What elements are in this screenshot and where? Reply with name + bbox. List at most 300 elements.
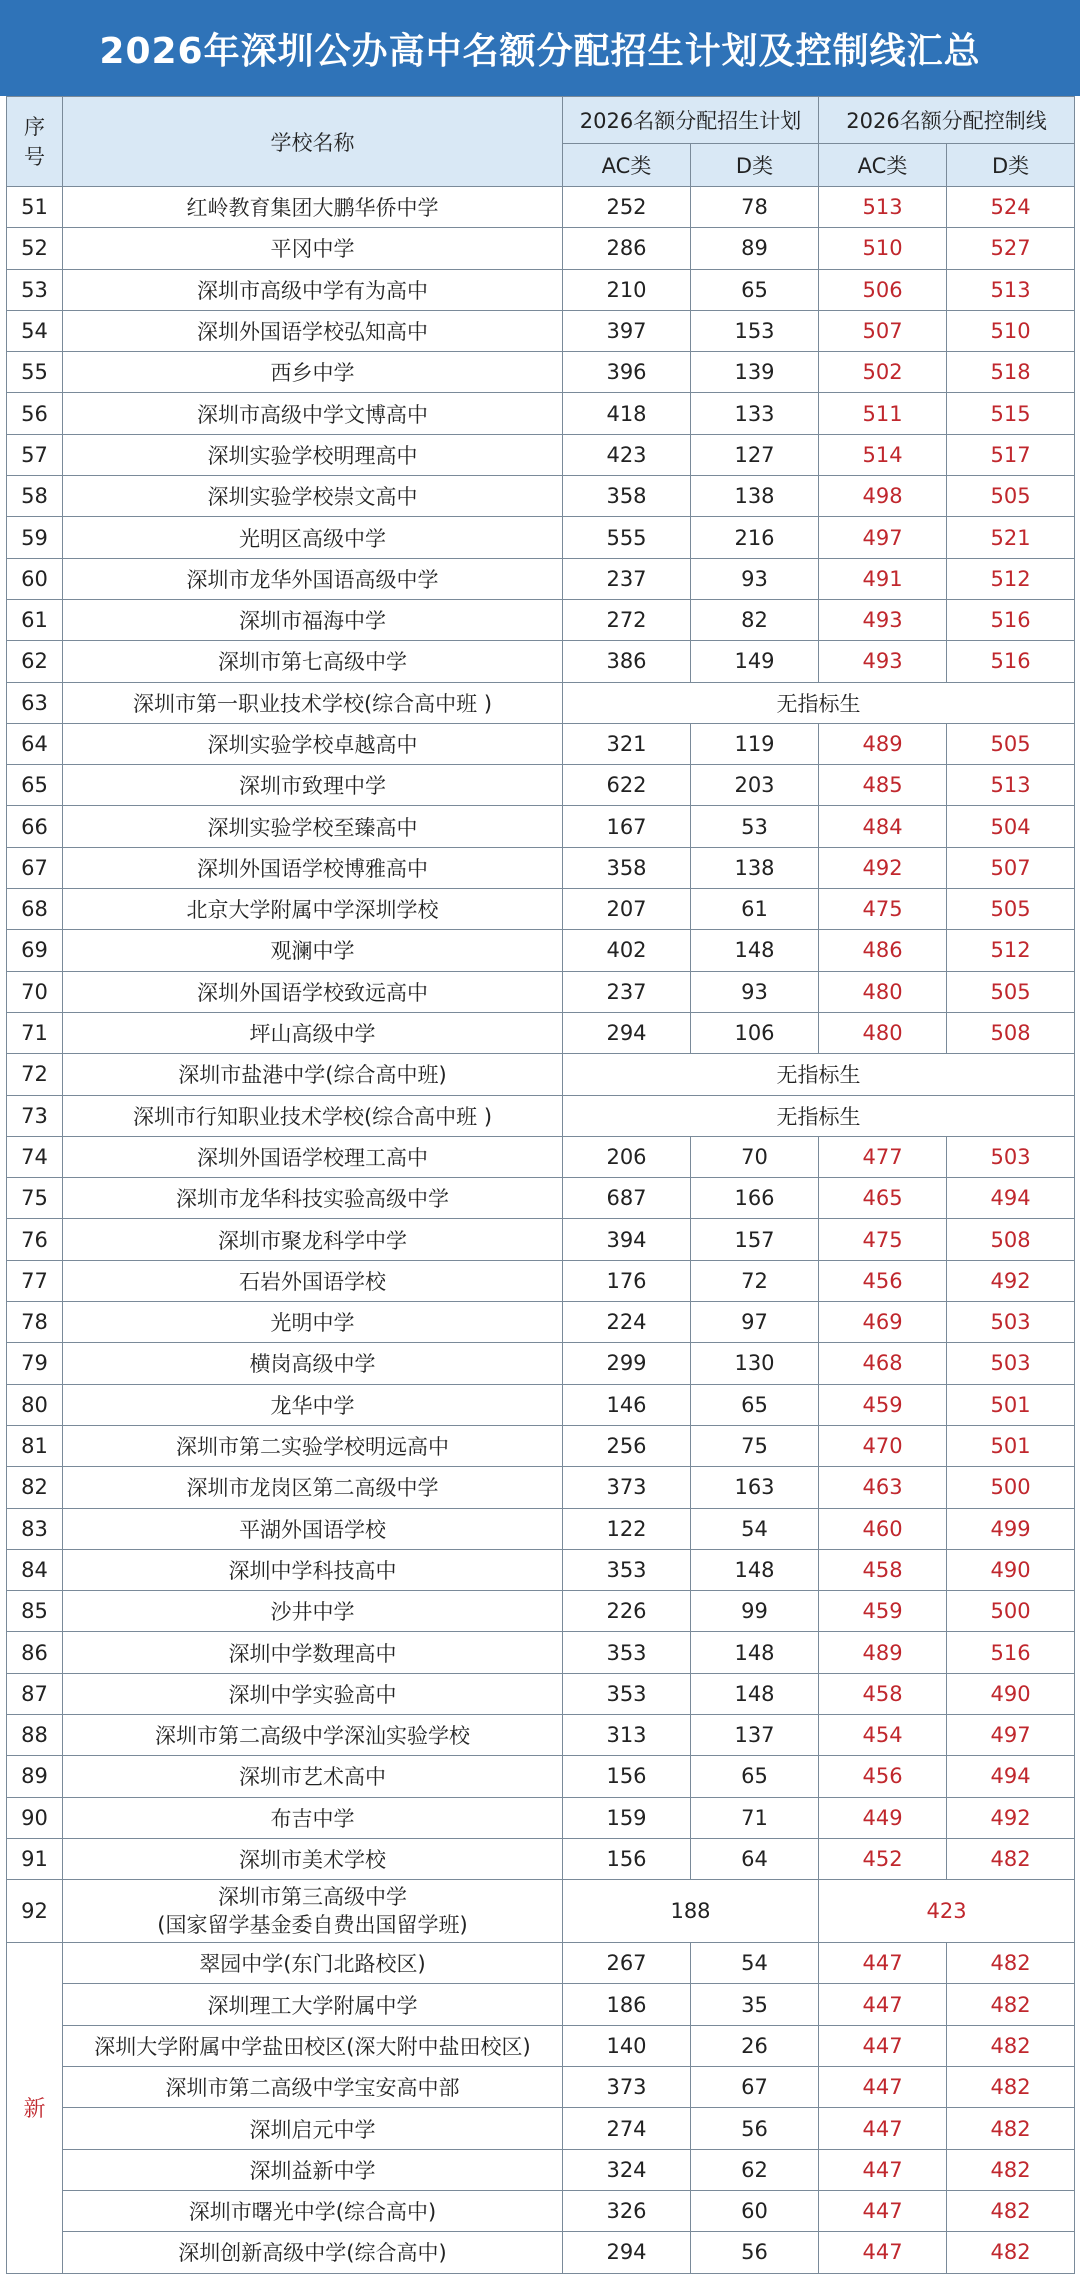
row-number: 68 [7,889,63,930]
table-row [7,599,1075,640]
row-number: 87 [7,1673,63,1714]
school-name: 北京大学附属中学深圳学校 [63,889,563,930]
ac-plan: 394 [563,1219,691,1260]
table-row [7,269,1075,310]
row-number: 71 [7,1012,63,1053]
plan-merged: 188 [563,1880,819,1943]
table-row [7,1549,1075,1590]
d-plan: 64 [691,1838,819,1879]
row-number: 80 [7,1384,63,1425]
table-row [7,517,1075,558]
d-line: 482 [947,2149,1075,2190]
school-name: 深圳市龙华科技实验高级中学 [63,1178,563,1219]
ac-plan: 210 [563,269,691,310]
school-name: 深圳市福海中学 [63,599,563,640]
d-plan: 56 [691,2108,819,2149]
d-line: 490 [947,1673,1075,1714]
row-number: 60 [7,558,63,599]
d-plan: 106 [691,1012,819,1053]
ac-plan: 326 [563,2190,691,2231]
school-name: 深圳市高级中学有为高中 [63,269,563,310]
row-number: 91 [7,1838,63,1879]
school-name: 光明区高级中学 [63,517,563,558]
row-number: 85 [7,1591,63,1632]
ac-plan: 402 [563,930,691,971]
ac-line: 491 [819,558,947,599]
d-plan: 54 [691,1943,819,1984]
d-line: 482 [947,1984,1075,2025]
d-plan: 148 [691,930,819,971]
d-plan: 72 [691,1260,819,1301]
row-number: 67 [7,847,63,888]
school-name: 翠园中学(东门北路校区) [63,1943,563,1984]
ac-line: 480 [819,1012,947,1053]
school-name-line2: (国家留学基金委自费出国留学班) [157,1913,468,1938]
school-name: 深圳创新高级中学(综合高中) [63,2232,563,2273]
d-plan: 119 [691,723,819,764]
d-plan: 71 [691,1797,819,1838]
school-name: 深圳实验学校卓越高中 [63,723,563,764]
ac-plan: 299 [563,1343,691,1384]
table-row [7,1219,1075,1260]
row-number: 76 [7,1219,63,1260]
d-line: 505 [947,476,1075,517]
school-name: 石岩外国语学校 [63,1260,563,1301]
ac-plan: 358 [563,476,691,517]
row-number: 59 [7,517,63,558]
school-name: 深圳市龙华外国语高级中学 [63,558,563,599]
row-number: 69 [7,930,63,971]
school-name: 深圳外国语学校理工高中 [63,1136,563,1177]
d-plan: 65 [691,1756,819,1797]
school-name: 深圳市第二高级中学深汕实验学校 [63,1714,563,1755]
row-number: 62 [7,641,63,682]
row-number: 92 [7,1880,63,1943]
ac-plan: 687 [563,1178,691,1219]
d-line: 482 [947,2232,1075,2273]
header-plan-ac: AC类 [563,144,691,187]
table-row [7,1984,1075,2025]
d-line: 482 [947,2025,1075,2066]
school-name: 深圳市高级中学文博高中 [63,393,563,434]
ac-line: 497 [819,517,947,558]
d-plan: 65 [691,269,819,310]
table-row [7,1797,1075,1838]
ac-plan: 286 [563,228,691,269]
school-name: 深圳益新中学 [63,2149,563,2190]
row-number: 53 [7,269,63,310]
row-number: 77 [7,1260,63,1301]
row-number: 57 [7,434,63,475]
school-name: 深圳市盐港中学(综合高中班) [63,1054,563,1095]
d-line: 501 [947,1425,1075,1466]
ac-line: 502 [819,352,947,393]
row-number: 84 [7,1549,63,1590]
table-row [7,2067,1075,2108]
school-name-line1: 深圳市第三高级中学 [218,1885,407,1910]
header-plan-d: D类 [691,144,819,187]
table-row [7,682,1075,723]
table-row [7,765,1075,806]
row-number: 82 [7,1467,63,1508]
row-number: 74 [7,1136,63,1177]
row-number: 75 [7,1178,63,1219]
table-row [7,723,1075,764]
ac-line: 489 [819,723,947,764]
school-name: 深圳中学实验高中 [63,1673,563,1714]
school-name: 深圳理工大学附属中学 [63,1984,563,2025]
d-plan: 82 [691,599,819,640]
d-plan: 163 [691,1467,819,1508]
d-plan: 75 [691,1425,819,1466]
ac-line: 452 [819,1838,947,1879]
ac-plan: 423 [563,434,691,475]
d-line: 515 [947,393,1075,434]
ac-line: 485 [819,765,947,806]
d-line: 513 [947,765,1075,806]
table-row [7,889,1075,930]
header-line-d: D类 [947,144,1075,187]
ac-line: 447 [819,1943,947,1984]
school-name: 深圳外国语学校博雅高中 [63,847,563,888]
ac-plan: 321 [563,723,691,764]
d-plan: 148 [691,1673,819,1714]
d-line: 510 [947,310,1075,351]
row-number: 56 [7,393,63,434]
ac-line: 489 [819,1632,947,1673]
table-row [7,806,1075,847]
d-line: 508 [947,1012,1075,1053]
ac-plan: 252 [563,187,691,228]
no-quota-note: 无指标生 [563,1054,1075,1095]
school-name: 深圳市艺术高中 [63,1756,563,1797]
ac-line: 456 [819,1260,947,1301]
table-row [7,641,1075,682]
d-line: 482 [947,2190,1075,2231]
school-name: 红岭教育集团大鹏华侨中学 [63,187,563,228]
ac-plan: 122 [563,1508,691,1549]
school-name: 深圳市龙岗区第二高级中学 [63,1467,563,1508]
d-line: 492 [947,1260,1075,1301]
header-line-group: 2026名额分配控制线 [819,97,1075,144]
school-name: 深圳市美术学校 [63,1838,563,1879]
school-name: 西乡中学 [63,352,563,393]
d-line: 505 [947,723,1075,764]
ac-plan: 396 [563,352,691,393]
school-name: 深圳市曙光中学(综合高中) [63,2190,563,2231]
row-number: 52 [7,228,63,269]
d-plan: 70 [691,1136,819,1177]
d-line: 505 [947,889,1075,930]
ac-line: 507 [819,310,947,351]
table-row [7,1012,1075,1053]
d-plan: 35 [691,1984,819,2025]
school-name: 龙华中学 [63,1384,563,1425]
d-plan: 127 [691,434,819,475]
table-row [7,1632,1075,1673]
ac-line: 447 [819,2025,947,2066]
ac-line: 447 [819,2232,947,2273]
ac-plan: 156 [563,1756,691,1797]
ac-plan: 237 [563,971,691,1012]
header-plan-group: 2026名额分配招生计划 [563,97,819,144]
ac-line: 463 [819,1467,947,1508]
ac-line: 458 [819,1549,947,1590]
d-plan: 130 [691,1343,819,1384]
row-number: 90 [7,1797,63,1838]
school-name: 平冈中学 [63,228,563,269]
d-line: 482 [947,1943,1075,1984]
table-row [7,1343,1075,1384]
ac-line: 447 [819,2067,947,2108]
ac-plan: 146 [563,1384,691,1425]
d-line: 504 [947,806,1075,847]
table-row [7,1178,1075,1219]
d-line: 492 [947,1797,1075,1838]
ac-plan: 358 [563,847,691,888]
ac-line: 511 [819,393,947,434]
header-school: 学校名称 [63,97,563,187]
table-row [7,1425,1075,1466]
school-name: 深圳市第二高级中学宝安高中部 [63,2067,563,2108]
ac-plan: 294 [563,2232,691,2273]
d-plan: 62 [691,2149,819,2190]
school-name [63,1880,563,1943]
row-number: 89 [7,1756,63,1797]
d-plan: 139 [691,352,819,393]
ac-line: 498 [819,476,947,517]
ac-plan: 294 [563,1012,691,1053]
d-line: 507 [947,847,1075,888]
school-name: 坪山高级中学 [63,1012,563,1053]
row-number: 61 [7,599,63,640]
ac-line: 492 [819,847,947,888]
table-row [7,1756,1075,1797]
ac-line: 486 [819,930,947,971]
row-number: 78 [7,1302,63,1343]
d-plan: 148 [691,1549,819,1590]
school-name: 深圳启元中学 [63,2108,563,2149]
ac-line: 475 [819,889,947,930]
table-row [7,1054,1075,1095]
row-number: 51 [7,187,63,228]
d-plan: 93 [691,971,819,1012]
school-name: 深圳实验学校至臻高中 [63,806,563,847]
school-name: 深圳中学数理高中 [63,1632,563,1673]
d-line: 503 [947,1343,1075,1384]
ac-line: 484 [819,806,947,847]
ac-plan: 256 [563,1425,691,1466]
d-plan: 61 [691,889,819,930]
table-row [7,930,1075,971]
row-number: 81 [7,1425,63,1466]
ac-plan: 397 [563,310,691,351]
ac-plan: 373 [563,2067,691,2108]
d-plan: 153 [691,310,819,351]
row-number: 58 [7,476,63,517]
school-name: 深圳实验学校崇文高中 [63,476,563,517]
d-plan: 216 [691,517,819,558]
ac-line: 480 [819,971,947,1012]
d-plan: 149 [691,641,819,682]
ac-plan: 324 [563,2149,691,2190]
d-line: 501 [947,1384,1075,1425]
ac-plan: 206 [563,1136,691,1177]
school-name: 平湖外国语学校 [63,1508,563,1549]
d-line: 508 [947,1219,1075,1260]
ac-line: 514 [819,434,947,475]
d-line: 482 [947,2067,1075,2108]
d-line: 497 [947,1714,1075,1755]
table-row [7,1302,1075,1343]
d-plan: 93 [691,558,819,599]
row-number: 73 [7,1095,63,1136]
school-name: 深圳市第二实验学校明远高中 [63,1425,563,1466]
row-number: 55 [7,352,63,393]
ac-line: 454 [819,1714,947,1755]
table-row [7,1591,1075,1632]
row-number: 54 [7,310,63,351]
ac-line: 477 [819,1136,947,1177]
ac-line: 465 [819,1178,947,1219]
ac-plan: 386 [563,641,691,682]
ac-line: 470 [819,1425,947,1466]
d-line: 500 [947,1591,1075,1632]
d-plan: 60 [691,2190,819,2231]
ac-line: 459 [819,1384,947,1425]
table-row [7,2025,1075,2066]
ac-line: 456 [819,1756,947,1797]
line-merged: 423 [819,1880,1075,1943]
table-row [7,310,1075,351]
d-line: 494 [947,1756,1075,1797]
d-line: 516 [947,641,1075,682]
table-row [7,1260,1075,1301]
ac-line: 447 [819,2190,947,2231]
ac-plan: 226 [563,1591,691,1632]
page-title: 2026年深圳公办高中名额分配招生计划及控制线汇总 [0,0,1080,96]
ac-plan: 353 [563,1632,691,1673]
quota-table [6,96,1075,2274]
d-line: 512 [947,930,1075,971]
row-number: 86 [7,1632,63,1673]
school-name: 深圳市聚龙科学中学 [63,1219,563,1260]
school-name: 光明中学 [63,1302,563,1343]
row-number: 88 [7,1714,63,1755]
d-plan: 138 [691,847,819,888]
new-group-tag: 新 [7,1943,63,2273]
d-line: 482 [947,2108,1075,2149]
ac-plan: 267 [563,1943,691,1984]
d-plan: 89 [691,228,819,269]
d-line: 527 [947,228,1075,269]
d-plan: 56 [691,2232,819,2273]
table-row [7,476,1075,517]
row-number: 64 [7,723,63,764]
table-row [7,1838,1075,1879]
ac-line: 458 [819,1673,947,1714]
ac-line: 447 [819,2108,947,2149]
d-plan: 157 [691,1219,819,1260]
d-plan: 65 [691,1384,819,1425]
no-quota-note: 无指标生 [563,682,1075,723]
d-line: 490 [947,1549,1075,1590]
table-row [7,1508,1075,1549]
ac-plan: 373 [563,1467,691,1508]
ac-plan: 176 [563,1260,691,1301]
ac-line: 510 [819,228,947,269]
d-line: 505 [947,971,1075,1012]
ac-line: 475 [819,1219,947,1260]
d-line: 500 [947,1467,1075,1508]
ac-plan: 237 [563,558,691,599]
ac-plan: 140 [563,2025,691,2066]
table-row [7,1673,1075,1714]
d-line: 521 [947,517,1075,558]
table-row [7,2149,1075,2190]
table-row [7,434,1075,475]
d-plan: 166 [691,1178,819,1219]
ac-plan: 186 [563,1984,691,2025]
ac-line: 460 [819,1508,947,1549]
d-line: 516 [947,599,1075,640]
d-plan: 137 [691,1714,819,1755]
row-number: 72 [7,1054,63,1095]
school-name: 深圳市第一职业技术学校(综合高中班 ) [63,682,563,723]
table-row [7,2108,1075,2149]
d-plan: 67 [691,2067,819,2108]
d-line: 516 [947,1632,1075,1673]
ac-line: 468 [819,1343,947,1384]
d-plan: 26 [691,2025,819,2066]
table-row [7,847,1075,888]
ac-line: 506 [819,269,947,310]
school-name: 深圳外国语学校致远高中 [63,971,563,1012]
ac-line: 493 [819,599,947,640]
ac-plan: 418 [563,393,691,434]
school-name: 深圳市行知职业技术学校(综合高中班 ) [63,1095,563,1136]
d-plan: 203 [691,765,819,806]
table-row [7,1095,1075,1136]
ac-plan: 224 [563,1302,691,1343]
d-line: 512 [947,558,1075,599]
school-name: 布吉中学 [63,1797,563,1838]
d-line: 517 [947,434,1075,475]
ac-plan: 353 [563,1549,691,1590]
no-quota-note: 无指标生 [563,1095,1075,1136]
table-row [7,2232,1075,2273]
table-row [7,187,1075,228]
table-row [7,1136,1075,1177]
table-row [7,1714,1075,1755]
ac-plan: 159 [563,1797,691,1838]
table-row [7,558,1075,599]
school-name: 深圳市致理中学 [63,765,563,806]
d-plan: 53 [691,806,819,847]
d-line: 524 [947,187,1075,228]
table-row [7,1943,1075,1984]
row-number: 79 [7,1343,63,1384]
ac-line: 513 [819,187,947,228]
d-line: 499 [947,1508,1075,1549]
table-row [7,971,1075,1012]
d-line: 513 [947,269,1075,310]
table-row [7,1467,1075,1508]
school-name: 沙井中学 [63,1591,563,1632]
d-plan: 78 [691,187,819,228]
ac-plan: 622 [563,765,691,806]
ac-plan: 272 [563,599,691,640]
